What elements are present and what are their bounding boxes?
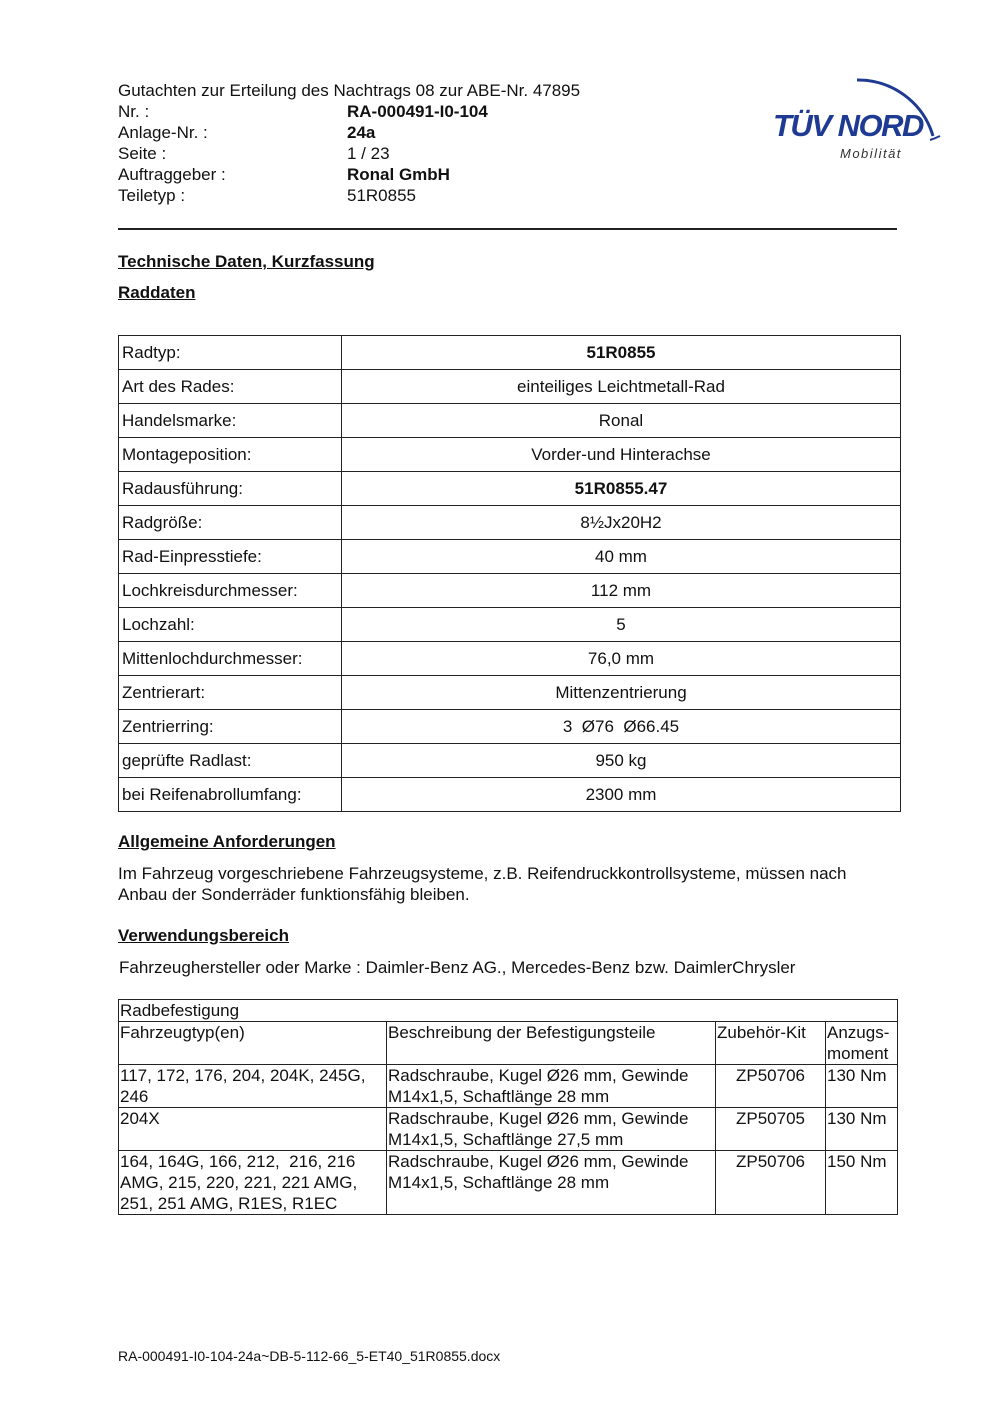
radbefestigung-table [118, 999, 898, 1215]
raddaten-table [118, 335, 901, 812]
table-row [119, 608, 901, 642]
table-caption: Radbefestigung [119, 1000, 898, 1022]
table-row [119, 1108, 898, 1151]
row-value: 112 mm [342, 574, 901, 608]
table-caption-row [119, 1000, 898, 1022]
header-label: Seite : [118, 144, 167, 163]
row-label: Handelsmarke: [119, 404, 342, 438]
row-value: 51R0855 [342, 336, 901, 370]
row-value: 51R0855.47 [342, 472, 901, 506]
header-label: Nr. : [118, 102, 150, 121]
cell-zubehoer-kit: ZP50706 [716, 1065, 826, 1108]
table-row [119, 540, 901, 574]
tuev-nord-logo [765, 58, 945, 168]
row-label: Montageposition: [119, 438, 342, 472]
row-value: 40 mm [342, 540, 901, 574]
logo-subtitle: Mobilität [840, 146, 902, 161]
header-value: 1 / 23 [347, 144, 390, 163]
cell-zubehoer-kit: ZP50706 [716, 1151, 826, 1215]
header-title: Gutachten zur Erteilung des Nachtrags 08 zur ABE-Nr. 47895 [118, 81, 581, 100]
header-value: 51R0855 [347, 186, 417, 205]
cell-beschreibung: Radschraube, Kugel Ø26 mm, Gewinde M14x1,5, Schaftlänge 27,5 mm [387, 1108, 716, 1151]
section-title-verwendungsbereich: Verwendungsbereich [118, 926, 289, 945]
row-value: 8½Jx20H2 [342, 506, 901, 540]
row-value: 2300 mm [342, 778, 901, 812]
cell-fahrzeugtyp: 164, 164G, 166, 212, 216, 216 AMG, 215, 220, 221, 221 AMG, 251, 251 AMG, R1ES, R1EC [119, 1151, 387, 1215]
header-value: 24a [347, 123, 376, 142]
table-row [119, 710, 901, 744]
cell-anzugsmoment: 130 Nm [826, 1065, 898, 1108]
table-row [119, 676, 901, 710]
row-label: Rad-Einpresstiefe: [119, 540, 342, 574]
row-label: Radausführung: [119, 472, 342, 506]
column-header: Zubehör-Kit [716, 1022, 826, 1065]
header-value: Ronal GmbH [347, 165, 450, 184]
section-title-allgemeine-anforderungen: Allgemeine Anforderungen [118, 832, 336, 851]
table-row [119, 1065, 898, 1108]
row-value: 76,0 mm [342, 642, 901, 676]
row-value: Mittenzentrierung [342, 676, 901, 710]
cell-fahrzeugtyp: 117, 172, 176, 204, 204K, 245G, 246 [119, 1065, 387, 1108]
header-divider [118, 228, 897, 230]
table-row [119, 574, 901, 608]
row-value: Vorder-und Hinterachse [342, 438, 901, 472]
table-row [119, 506, 901, 540]
row-value: Ronal [342, 404, 901, 438]
cell-zubehoer-kit: ZP50705 [716, 1108, 826, 1151]
cell-anzugsmoment: 150 Nm [826, 1151, 898, 1215]
table-row [119, 1151, 898, 1215]
row-label: geprüfte Radlast: [119, 744, 342, 778]
row-label: Zentrierart: [119, 676, 342, 710]
header-value: RA-000491-I0-104 [347, 102, 488, 121]
logo-wordmark: TÜV NORD [773, 108, 923, 143]
table-row [119, 642, 901, 676]
table-row [119, 778, 901, 812]
row-label: Lochkreisdurchmesser: [119, 574, 342, 608]
table-row [119, 370, 901, 404]
cell-anzugsmoment: 130 Nm [826, 1108, 898, 1151]
row-label: Art des Rades: [119, 370, 342, 404]
row-label: bei Reifenabrollumfang: [119, 778, 342, 812]
row-value: 950 kg [342, 744, 901, 778]
column-header: Beschreibung der Befestigungsteile [387, 1022, 716, 1065]
header-label: Anlage-Nr. : [118, 123, 208, 142]
cell-fahrzeugtyp: 204X [119, 1108, 387, 1151]
header-row-teiletyp [118, 185, 898, 206]
table-header-row [119, 1022, 898, 1065]
allgemeine-anforderungen-text: Im Fahrzeug vorgeschriebene Fahrzeugsysteme, z.B. Reifendruckkontrollsysteme, müssen nach Anbau der Sonderräder funktionsfähig bleiben. [118, 864, 847, 904]
footer-filename: RA-000491-I0-104-24a~DB-5-112-66_5-ET40_51R0855.docx [118, 1348, 501, 1364]
row-label: Zentrierring: [119, 710, 342, 744]
header-label: Teiletyp : [118, 186, 186, 205]
row-label: Radgröße: [119, 506, 342, 540]
section-title-raddaten: Raddaten [118, 283, 196, 302]
row-label: Mittenlochdurchmesser: [119, 642, 342, 676]
cell-beschreibung: Radschraube, Kugel Ø26 mm, Gewinde M14x1,5, Schaftlänge 28 mm [387, 1065, 716, 1108]
cell-beschreibung: Radschraube, Kugel Ø26 mm, Gewinde M14x1,5, Schaftlänge 28 mm [387, 1151, 716, 1215]
column-header: Fahrzeugtyp(en) [119, 1022, 387, 1065]
verwendungsbereich-text: Fahrzeughersteller oder Marke : Daimler-Benz AG., Mercedes-Benz bzw. DaimlerChrysler [119, 958, 796, 977]
table-row [119, 438, 901, 472]
row-value: einteiliges Leichtmetall-Rad [342, 370, 901, 404]
table-row [119, 472, 901, 506]
row-label: Lochzahl: [119, 608, 342, 642]
header-label: Auftraggeber : [118, 165, 226, 184]
row-value: 5 [342, 608, 901, 642]
table-row [119, 404, 901, 438]
table-row [119, 336, 901, 370]
row-label: Radtyp: [119, 336, 342, 370]
section-title-technische-daten: Technische Daten, Kurzfassung [118, 252, 375, 271]
row-value: 3 Ø76 Ø66.45 [342, 710, 901, 744]
column-header: Anzugs-moment [826, 1022, 898, 1065]
table-row [119, 744, 901, 778]
